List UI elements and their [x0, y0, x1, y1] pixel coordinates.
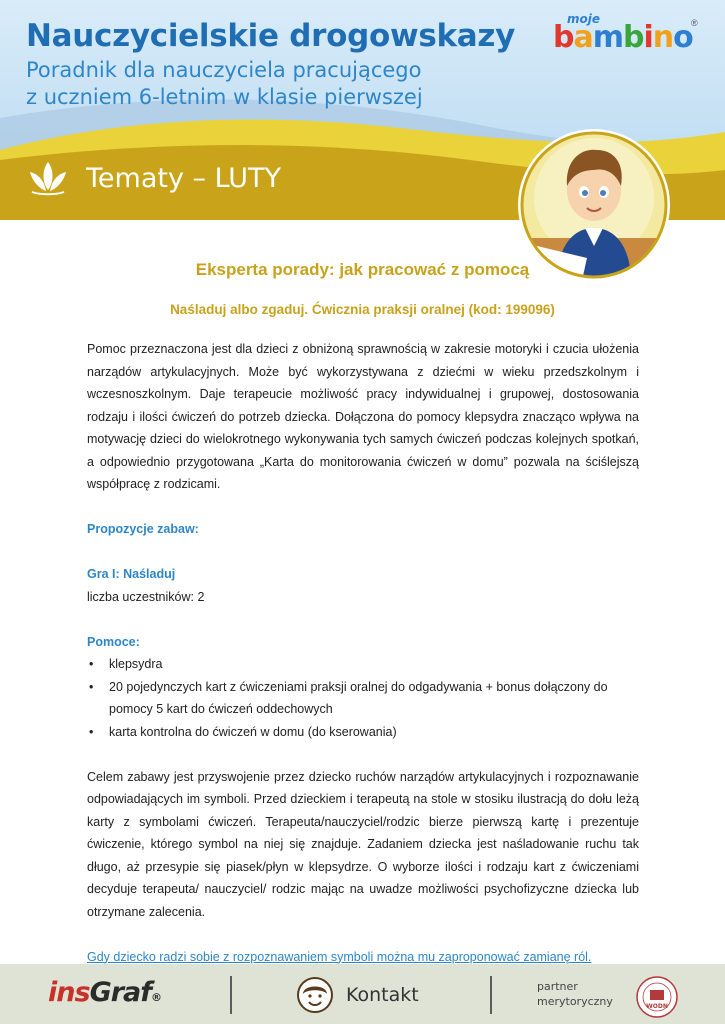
boy-avatar-illustration	[517, 128, 671, 282]
logo-small-text: moje	[567, 12, 600, 26]
subtitle-line-1: Poradnik dla nauczyciela pracującego	[26, 58, 422, 82]
brand-part-1: ins	[48, 977, 90, 1008]
page-subtitle	[26, 57, 423, 111]
game-title: Gra I: Naśladuj	[87, 567, 176, 581]
partner-label	[537, 979, 613, 1009]
intro-paragraph: Pomoc przeznaczona jest dla dzieci z obniżoną sprawnością w zakresie motoryki i czucia ułożenia narządów artykulacyjnych. Może być wykorzystywana z dziećmi w wieku przedszkolnym i wczesnoszkolnym. Daje terapeucie możliwość pracy indywidualnej i grupowej, dostosowania rodzaju i ilości ćwiczeń do potrzeb dziecka. Dołączona do pomocy klepsydra znacząco wpływa na motywację dzieci do wielokrotnego wykonywania tych samych ćwiczeń podczas kolejnych spotkań, a odpowiednio przygotowana „Karta do monitorowania ćwiczeń w domu” pozwala na ściślejszą współpracę z rodzicami.	[87, 342, 639, 491]
subtitle-line-2: z uczniem 6-letnim w klasie pierwszej	[26, 85, 423, 109]
list-item: • 20 pojedynczych kart z ćwiczeniami praksji oralnej do odgadywania + bonus dołączony do pomocy 5 kart do ćwiczeń oddechowych	[87, 676, 639, 721]
description-paragraph: Celem zabawy jest przyswojenie przez dziecko ruchów narządów artykulacyjnych i rozpoznawanie odpowiadających im symboli. Przed dzieckiem i terapeutą na stole w stosiku ilustracją do dołu leżą karty z symbolami ćwiczeń. Terapeuta/nauczyciel/rodzic bierze pierwszą kartę i prezentuje ćwiczenie, którego symbol na niej się znajduje. Zadaniem dziecka jest naśladowanie ruchu tak długo, aż przesypie się piasek/płyn w klepsydrze. O wyborze ilości i rodzaju kart z ćwiczeniami decyduje terapeuta/ nauczyciel/ rodzic mając na uwadze możliwości psychofizyczne dziecka lub otrzymane zalecenia.	[87, 769, 639, 919]
contact-label[interactable]: Kontakt	[346, 984, 419, 1006]
list-item: • karta kontrolna do ćwiczeń w domu (do kserowania)	[87, 721, 639, 744]
article-body	[87, 338, 639, 968]
logo-registered-mark: ®	[691, 18, 698, 28]
insgraf-logo[interactable]	[48, 977, 161, 1008]
moje-bambino-logo[interactable]	[553, 12, 703, 58]
lotus-icon	[26, 160, 70, 196]
footer-divider	[490, 976, 492, 1014]
partner-line-1: partner	[537, 980, 578, 993]
role-swap-link[interactable]: Gdy dziecko radzi sobie z rozpoznawaniem symboli można mu zaproponować zamianę ról.	[87, 949, 592, 964]
brand-part-2: Graf	[89, 977, 152, 1008]
proposals-heading: Propozycje zabaw:	[87, 522, 199, 536]
list-item: • klepsydra	[87, 653, 639, 676]
participants-count: liczba uczestników: 2	[87, 589, 205, 604]
brand-registered-mark: ®	[151, 991, 162, 1004]
article-subheading: Naśladuj albo zgaduj. Ćwicznia praksji oralnej (kod: 199096)	[170, 302, 555, 317]
article-heading: Eksperta porady: jak pracować z pomocą	[195, 260, 530, 279]
footer	[0, 964, 725, 1024]
contact-icon[interactable]	[296, 976, 334, 1014]
wodn-seal-icon	[635, 975, 679, 1019]
aids-heading: Pomoce:	[87, 634, 140, 649]
logo-brand-text: bambino	[553, 20, 693, 55]
aids-list	[87, 653, 639, 743]
seal-text: WODN	[646, 1003, 668, 1010]
partner-line-2: merytoryczny	[537, 995, 613, 1008]
page-title: Nauczycielskie drogowskazy	[26, 18, 516, 54]
footer-divider	[230, 976, 232, 1014]
topic-label: Tematy – LUTY	[86, 163, 282, 194]
